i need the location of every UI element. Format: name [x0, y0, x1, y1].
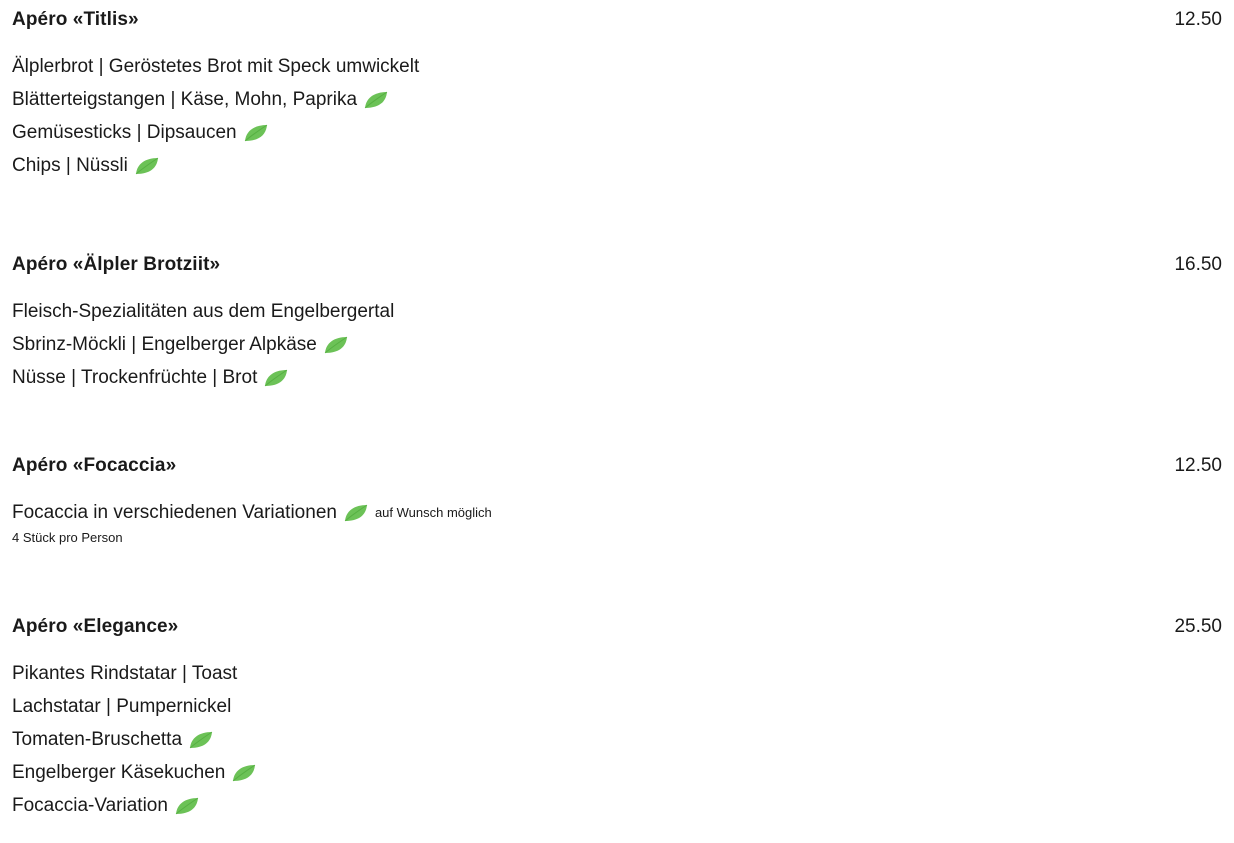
item-list	[12, 496, 1222, 553]
menu-item-note: auf Wunsch möglich	[374, 505, 492, 520]
vegetarian-leaf-icon	[174, 796, 200, 816]
menu-section-focaccia	[12, 446, 1222, 553]
section-title: Apéro «Älpler Brotziit»	[12, 254, 221, 275]
menu-item	[12, 756, 1222, 789]
vegetarian-leaf-icon	[134, 156, 160, 176]
menu-item-text: Lachstatar | Pumpernickel	[12, 696, 232, 717]
section-header	[12, 245, 1222, 285]
menu-item-text: Gemüsesticks | Dipsaucen	[12, 122, 237, 143]
menu-item	[12, 789, 1222, 822]
vegetarian-leaf-icon	[231, 763, 257, 783]
menu-item	[12, 723, 1222, 756]
section-header	[12, 446, 1222, 486]
menu-item-text: Focaccia in verschiedenen Variationen	[12, 502, 337, 523]
menu-item-text: Älplerbrot | Geröstetes Brot mit Speck umwickelt	[12, 56, 420, 77]
item-list	[12, 295, 1222, 394]
menu-item	[12, 83, 1222, 116]
vegetarian-leaf-icon	[263, 368, 289, 388]
menu-item	[12, 295, 1222, 328]
menu-item-text: Chips | Nüssli	[12, 155, 128, 176]
menu-item	[12, 657, 1222, 690]
vegetarian-leaf-icon	[343, 503, 369, 523]
menu-section-aelpler-brotziit	[12, 245, 1222, 394]
menu-item-text: Focaccia-Variation	[12, 795, 168, 816]
menu-section-elegance	[12, 607, 1222, 822]
menu-item	[12, 496, 1222, 529]
menu-item-text: Tomaten-Bruschetta	[12, 729, 183, 750]
section-title: Apéro «Titlis»	[12, 9, 139, 30]
menu-item-text: Blätterteigstangen | Käse, Mohn, Paprika	[12, 89, 358, 110]
section-price: 12.50	[1174, 9, 1222, 30]
section-title: Apéro «Elegance»	[12, 616, 179, 637]
menu-item	[12, 690, 1222, 723]
section-header	[12, 0, 1222, 40]
menu-item	[12, 361, 1222, 394]
menu-item-text: Nüsse | Trockenfrüchte | Brot	[12, 367, 258, 388]
item-list	[12, 50, 1222, 182]
menu-item	[12, 328, 1222, 361]
vegetarian-leaf-icon	[363, 90, 389, 110]
vegetarian-leaf-icon	[323, 335, 349, 355]
portion-note: 4 Stück pro Person	[12, 530, 123, 545]
vegetarian-leaf-icon	[188, 730, 214, 750]
menu-item	[12, 116, 1222, 149]
menu-item	[12, 50, 1222, 83]
menu-item-text: Sbrinz-Möckli | Engelberger Alpkäse	[12, 334, 317, 355]
item-list	[12, 657, 1222, 822]
menu-section-titlis	[12, 0, 1222, 182]
section-title: Apéro «Focaccia»	[12, 455, 177, 476]
menu-item	[12, 149, 1222, 182]
menu-item-text: Pikantes Rindstatar | Toast	[12, 663, 238, 684]
section-header	[12, 607, 1222, 647]
section-price: 25.50	[1174, 616, 1222, 637]
section-price: 12.50	[1174, 455, 1222, 476]
menu-item-text: Fleisch-Spezialitäten aus dem Engelbergertal	[12, 301, 395, 322]
section-price: 16.50	[1174, 254, 1222, 275]
vegetarian-leaf-icon	[243, 123, 269, 143]
menu-item-text: Engelberger Käsekuchen	[12, 762, 226, 783]
